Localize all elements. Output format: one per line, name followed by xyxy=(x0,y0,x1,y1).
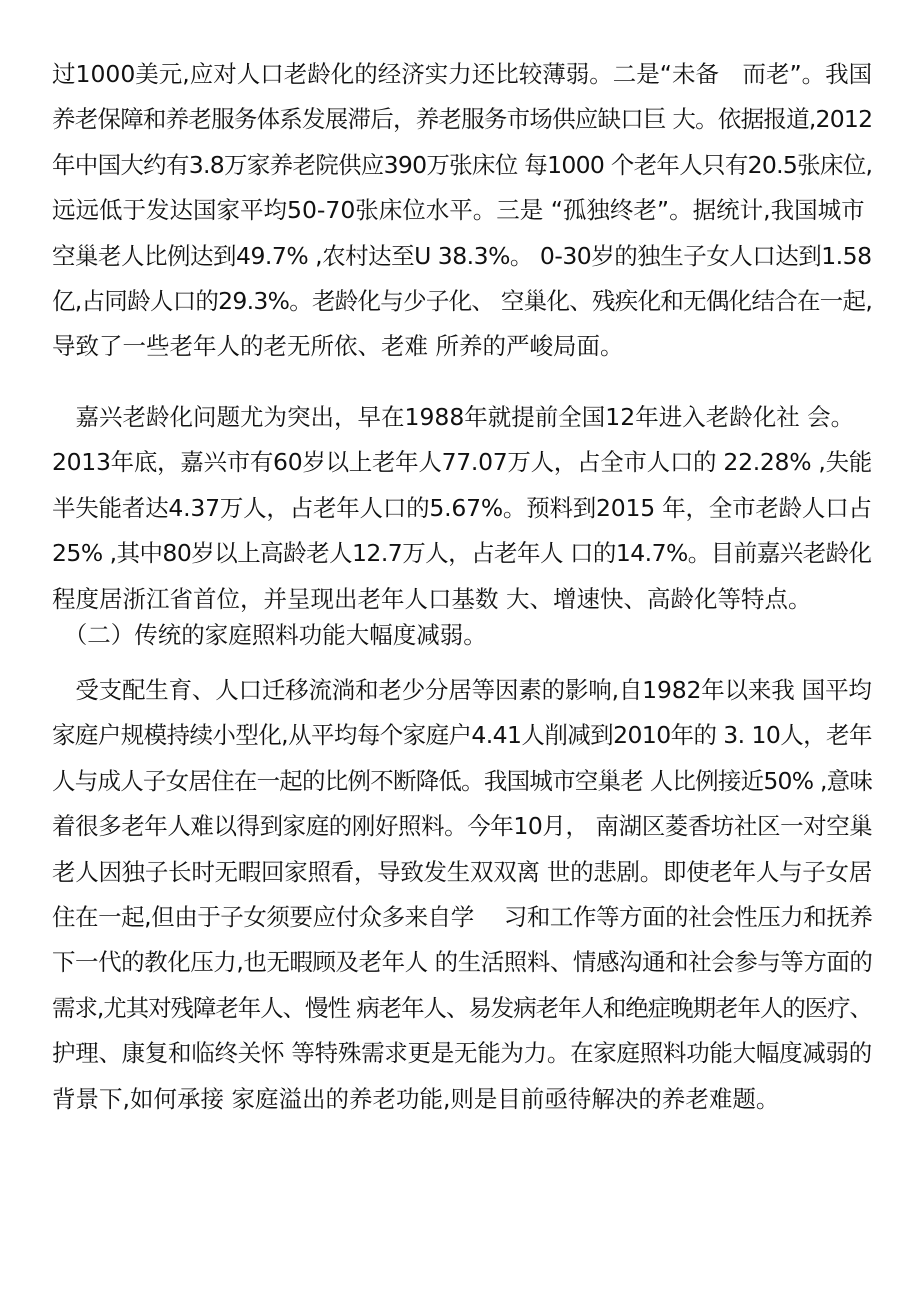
text-line: 2013年底，嘉兴市有60岁以上老年人77.07万人，占全市人口的 22.28% ,失能 xyxy=(52,448,872,477)
text-line: 程度居浙江省首位，并呈现出老年人口基数 大、增速快、高龄化等特点。 xyxy=(52,584,812,613)
text-line: 需求,尤其对残障老年人、慢性 病老年人、易发病老年人和绝症晚期老年人的医疗、 xyxy=(52,993,872,1022)
text-line: 下一代的教化压力,也无暇顾及老年人 的生活照料、情感沟通和社会参与等方面的 xyxy=(52,948,872,977)
heading-line: （二）传统的家庭照料功能大幅度减弱。 xyxy=(52,621,487,649)
paragraph-jiaxing-aging xyxy=(52,395,872,622)
text-line: 老人因独子长时无暇回家照看，导致发生双双离 世的悲剧。即使老年人与子女居 xyxy=(52,857,872,886)
text-line: 养老保障和养老服务体系发展滞后，养老服务市场供应缺口巨 大。依据报道,2012 xyxy=(52,105,872,134)
text-line: 年中国大约有3.8万家养老院供应390万张床位 每1000 个老年人只有20.5张床位, xyxy=(52,150,872,179)
text-line: 远远低于发达国家平均50-70张床位水平。三是 “孤独终老”。据统计,我国城市 xyxy=(52,196,865,225)
text-line: 过1000美元,应对人口老龄化的经济实力还比较薄弱。二是“未备 而老”。我国 xyxy=(52,60,872,88)
text-line: 半失能者达4.37万人，占老年人口的5.67%。预料到2015 年，全市老龄人口占 xyxy=(52,493,872,522)
text-line: 亿,占同龄人口的29.3%。老龄化与少子化、 空巢化、残疾化和无偶化结合在一起, xyxy=(52,286,872,315)
text-line: 着很多老年人难以得到家庭的刚好照料。今年10月， 南湖区菱香坊社区一对空巢 xyxy=(52,812,872,841)
text-line: 嘉兴老龄化问题尤为突出，早在1988年就提前全国12年进入老龄化社 会。 xyxy=(52,403,855,431)
text-line: 导致了一些老年人的老无所依、老难 所养的严峻局面。 xyxy=(52,332,624,361)
paragraph-family-care xyxy=(52,668,872,1122)
text-line: 家庭户规模持续小型化,从平均每个家庭户4.41人削减到2010年的 3. 10人，老年 xyxy=(52,721,872,750)
section-heading xyxy=(52,613,872,658)
text-line: 住在一起,但由于子女须要应付众多来自学 习和工作等方面的社会性压力和抚养 xyxy=(52,902,872,931)
text-line: 背景下,如何承接 家庭溢出的养老功能,则是目前亟待解决的养老难题。 xyxy=(52,1084,780,1113)
text-line: 受支配生育、人口迁移流淌和老少分居等因素的影响,自1982年以来我 国平均 xyxy=(52,676,872,704)
text-line: 护理、康复和临终关怀 等特殊需求更是无能为力。在家庭照料功能大幅度减弱的 xyxy=(52,1039,872,1068)
text-line: 25% ,其中80岁以上高龄老人12.7万人，占老年人 口的14.7%。目前嘉兴老龄化 xyxy=(52,539,872,568)
paragraph-aging-causes xyxy=(52,52,872,370)
text-line: 空巢老人比例达到49.7% ,农村达至U 38.3%。 0-30岁的独生子女人口达到1.58 xyxy=(52,241,872,270)
text-line: 人与成人子女居住在一起的比例不断降低。我国城市空巢老 人比例接近50% ,意味 xyxy=(52,766,872,795)
